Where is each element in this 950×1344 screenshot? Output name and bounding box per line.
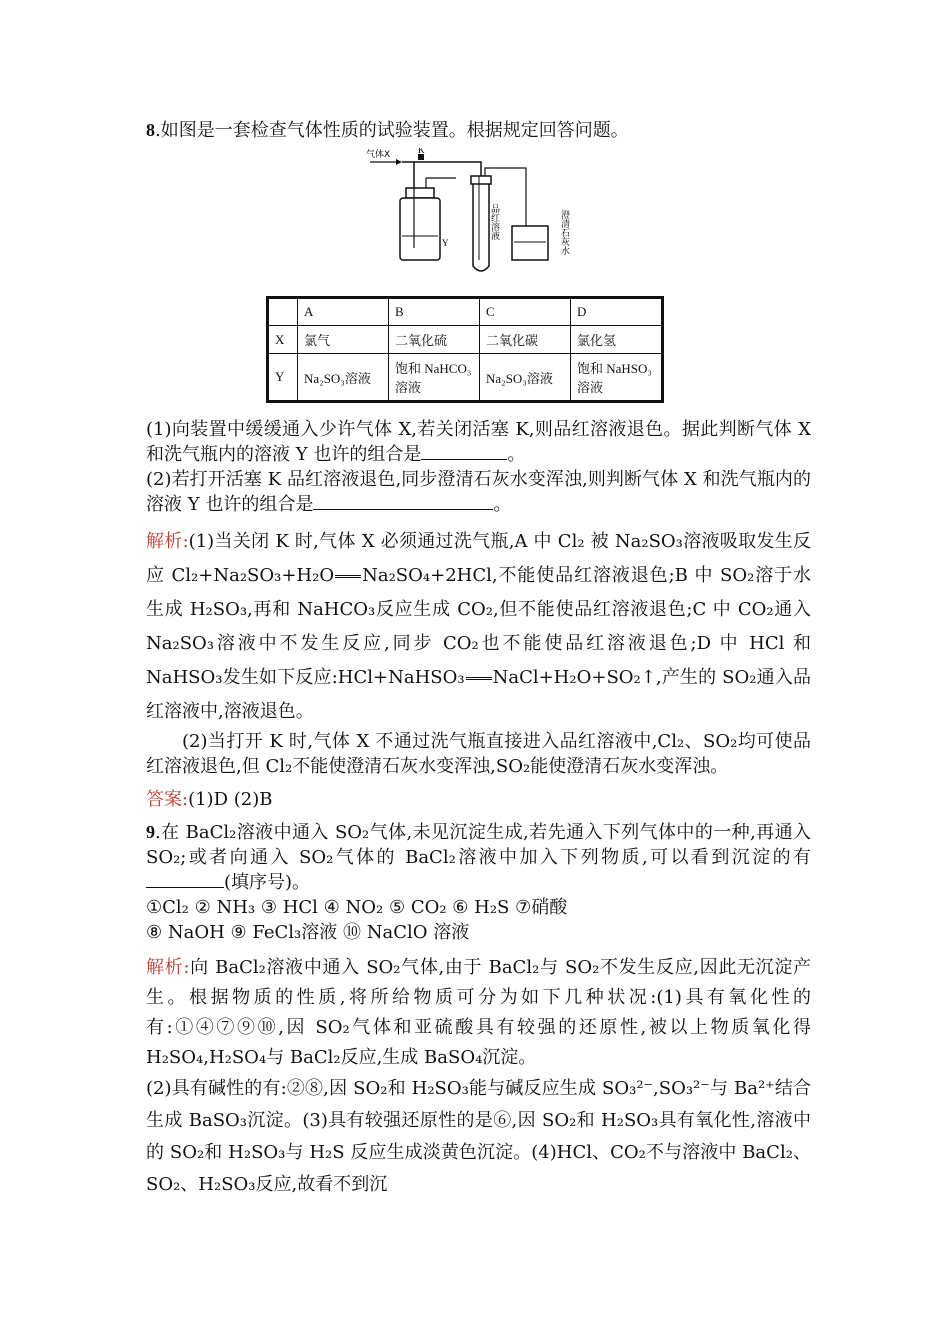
q8-jiexi2: (2)当打开 K 时,气体 X 不通过洗气瓶直接进入品红溶液中,Cl₂、SO₂均可使品红溶液退色,但 Cl₂不能使澄清石灰水变浑浊,SO₂能使澄清石灰水变浑浊。 (146, 731, 811, 777)
q9-options-1: ①Cl₂ ② NH₃ ③ HCl ④ NO₂ ⑤ CO₂ ⑥ H₂S ⑦硝酸 (146, 897, 568, 918)
table-row: X 氯气 二氧化硫 二氧化碳 氯化氢 (268, 326, 663, 354)
q9-jiexi2: (2)具有碱性的有:②⑧,因 SO₂和 H₂SO₃能与碱反应生成 SO₃²⁻,SO₃²⁻与 Ba²⁺结合生成 BaSO₃沉淀。(3)具有较强还原性的是⑥,因 SO₂和 H₂SO₃具有氧化性,溶液中的 SO₂和 H₂SO₃与 H₂S 反应生成淡黄色沉淀。(4)HCl、CO₂不与溶液中 BaCl₂、SO₂、H₂SO₃反应,故看不到沉 (146, 1078, 811, 1195)
label-shihui: 澄清石灰水 (559, 210, 569, 255)
q8-answer: 答案:(1)D (2)B (146, 789, 273, 810)
q8-sub1: (1)向装置中缓缓通入少许气体 X,若关闭活塞 K,则品红溶液退色。据此判断气体 X 和洗气瓶内的溶液 Y 也许的组合是 。 (146, 419, 811, 465)
label-k: K (418, 148, 425, 155)
top-tube (414, 162, 481, 176)
label-y: Y (442, 238, 449, 248)
q9-options-2: ⑧ NaOH ⑨ FeCl₃溶液 ⑩ NaClO 溶液 (146, 922, 470, 943)
q8-jiexi: 解析:(1)当关闭 K 时,气体 X 必须通过洗气瓶,A 中 Cl₂ 被 Na₂SO₃溶液吸取发生反应 Cl₂+Na₂SO₃+H₂O Na₂SO₄+2HCl,不能使品红溶液退色;B 中 SO₂溶于水生成 H₂SO₃,再和 NaHCO₃反应生成 CO₂,但不能使品红溶液退色;C 中 CO₂通入 Na₂SO₃溶液中不发生反应,同步 CO₂也不能使品红溶液退色;D 中 HCl 和 NaHSO₃发生如下反应:HCl+NaHSO₃ NaCl+H₂O+SO₂↑,产生的 SO₂通入品红溶液中,溶液退色。 (146, 531, 811, 722)
beaker (512, 226, 548, 260)
bottle-stopper (406, 188, 434, 198)
options-table (266, 296, 664, 403)
q8-stem: 8.如图是一套检查气体性质的试验装置。根据规定回答问题。 (146, 120, 629, 141)
answer-blank (146, 887, 224, 888)
apparatus-figure (366, 148, 586, 288)
inlet-tube (402, 162, 414, 188)
answer-blank (313, 509, 493, 510)
answer-blank (421, 459, 507, 460)
table-row: A B C D (268, 298, 663, 326)
equals-sign (466, 677, 492, 680)
wash-bottle (400, 198, 440, 260)
equals-sign (335, 575, 361, 578)
q9-stem: 9.在 BaCl₂溶液中通入 SO₂气体,未见沉淀生成,若先通入下列气体中的一种,再通入 SO₂;或者向通入 SO₂气体的 BaCl₂溶液中加入下列物质,可以看到沉淀的有(填序号)。 (146, 822, 811, 893)
test-tube (473, 182, 489, 271)
q8-sub2: (2)若打开活塞 K 品红溶液退色,同步澄清石灰水变浑浊,则判断气体 X 和洗气瓶内的溶液 Y 也许的组合是 。 (146, 469, 811, 515)
document-page (146, 118, 811, 1201)
q9-jiexi: 解析:向 BaCl₂溶液中通入 SO₂气体,由于 BaCl₂与 SO₂不发生反应,因此无沉淀产生。根据物质的性质,将所给物质可分为如下几种状况:(1)具有氧化性的有:①④⑦⑨⑩,因 SO₂气体和亚硫酸具有较强的还原性,被以上物质氧化得 H₂SO₄,H₂SO₄与 BaCl₂反应,生成 BaSO₄沉淀。 (146, 957, 811, 1068)
arrow-head-icon (396, 159, 402, 165)
label-gas: 气体X (366, 150, 391, 160)
tube-stopper (471, 176, 491, 184)
outlet-tube (426, 178, 456, 188)
label-pinhong: 品红溶液 (489, 204, 499, 240)
table-row: Y Na₂SO₃溶液 饱和 NaHCO₃溶液 Na₂SO₃溶液 饱和 NaHSO₃溶液 (268, 354, 663, 402)
